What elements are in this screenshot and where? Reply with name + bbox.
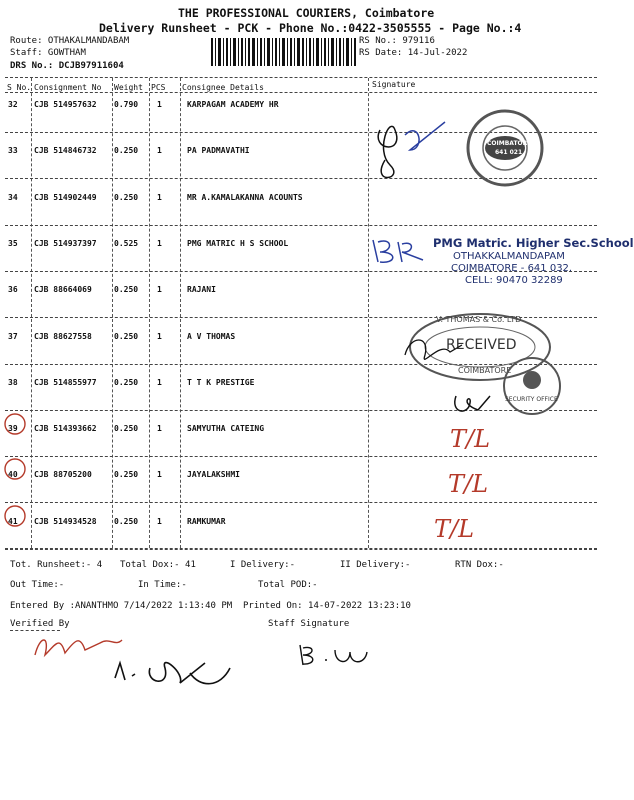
handwritten-tl-row-41: T/L bbox=[434, 515, 475, 543]
row-consignee: PMG MATRIC H S SCHOOL bbox=[187, 239, 289, 248]
col-divider bbox=[149, 78, 150, 548]
col-divider bbox=[180, 78, 181, 548]
row-sno: 35 bbox=[8, 239, 18, 248]
staff: Staff: GOWTHAM bbox=[10, 48, 86, 58]
row-consignment-no: CJB 514937397 bbox=[34, 239, 97, 248]
row-consignee: T T K PRESTIGE bbox=[187, 378, 255, 387]
row-sno: 32 bbox=[8, 100, 18, 109]
row-pcs: 1 bbox=[157, 239, 162, 248]
col-header-consignment: Consignment No bbox=[34, 83, 102, 92]
row-consignee: RAJANI bbox=[187, 285, 216, 294]
drs-no: DRS No.: DCJB97911604 bbox=[10, 61, 124, 71]
thomas-stamp-received: RECEIVED bbox=[446, 337, 517, 353]
row-sno: 41 bbox=[8, 517, 18, 526]
row-consignment-no: CJB 88627558 bbox=[34, 332, 92, 341]
col-divider bbox=[31, 78, 32, 548]
row-pcs: 1 bbox=[157, 285, 162, 294]
row-separator bbox=[5, 549, 597, 550]
seal-number: 641 021 bbox=[495, 149, 523, 156]
total-dox: Total Dox:- 41 bbox=[120, 560, 196, 570]
staff-signature-label: Staff Signature bbox=[268, 619, 350, 629]
security-office-seal bbox=[502, 356, 562, 416]
row-pcs: 1 bbox=[157, 517, 162, 526]
row-sno: 39 bbox=[8, 424, 18, 433]
table-header-rule bbox=[5, 92, 597, 93]
rs-date: RS Date: 14-Jul-2022 bbox=[359, 48, 468, 58]
row-sno: 40 bbox=[8, 470, 18, 479]
signature-row-35 bbox=[368, 232, 438, 272]
rs-no: RS No.: 979116 bbox=[359, 36, 435, 46]
row-weight: 0.790 bbox=[114, 100, 139, 109]
col-divider bbox=[112, 78, 113, 548]
row-weight: 0.250 bbox=[114, 193, 139, 202]
thomas-stamp-name: V. THOMAS & Co. LTD bbox=[436, 315, 522, 324]
runsheet-subtitle: Delivery Runsheet - PCK - Phone No.:0422-3505555 - Page No.:4 bbox=[99, 21, 522, 35]
coimbatore-seal bbox=[465, 108, 545, 188]
col-header-consignee: Consignee Details bbox=[182, 83, 264, 92]
row-weight: 0.525 bbox=[114, 239, 139, 248]
row-weight: 0.250 bbox=[114, 470, 139, 479]
security-seal-text: SECURITY OFFICE bbox=[505, 396, 558, 403]
row-consignee: A V THOMAS bbox=[187, 332, 236, 341]
row-consignment-no: CJB 88705200 bbox=[34, 470, 92, 479]
thomas-stamp-city: COIMBATORE bbox=[458, 366, 512, 375]
red-circle-marks bbox=[2, 410, 28, 530]
row-pcs: 1 bbox=[157, 146, 162, 155]
tot-runsheet: Tot. Runsheet:- 4 bbox=[10, 560, 103, 570]
i-delivery: I Delivery:- bbox=[230, 560, 296, 570]
row-sno: 33 bbox=[8, 146, 18, 155]
verified-by: Verified By bbox=[10, 619, 70, 629]
entered-by: Entered By :ANANTHMO 7/14/2022 1:13:40 PM bbox=[10, 601, 233, 611]
row-pcs: 1 bbox=[157, 332, 162, 341]
row-consignee: SAMYUTHA CATEING bbox=[187, 424, 265, 433]
total-pod: Total POD:- bbox=[258, 580, 318, 590]
row-consignee: KARPAGAM ACADEMY HR bbox=[187, 100, 279, 109]
b-signature bbox=[295, 640, 385, 670]
row-separator bbox=[5, 456, 597, 457]
col-header-weight: Weight bbox=[114, 83, 143, 92]
table-bottom-rule bbox=[5, 548, 597, 549]
row-consignment-no: CJB 514957632 bbox=[34, 100, 97, 109]
pmg-stamp-city: COIMBATORE - 641 032. bbox=[451, 263, 573, 274]
row-consignment-no: CJB 88664069 bbox=[34, 285, 92, 294]
row-consignment-no: CJB 514902449 bbox=[34, 193, 97, 202]
row-pcs: 1 bbox=[157, 378, 162, 387]
route: Route: OTHAKALMANDABAM bbox=[10, 36, 130, 46]
row-consignee: PA PADMAVATHI bbox=[187, 146, 250, 155]
col-header-pcs: PCS bbox=[151, 83, 166, 92]
in-time: In Time:- bbox=[138, 580, 187, 590]
signature-row-37 bbox=[400, 330, 470, 370]
row-weight: 0.250 bbox=[114, 285, 139, 294]
row-weight: 0.250 bbox=[114, 517, 139, 526]
row-pcs: 1 bbox=[157, 100, 162, 109]
row-pcs: 1 bbox=[157, 193, 162, 202]
rtn-dox: RTN Dox:- bbox=[455, 560, 504, 570]
row-consignee: RAMKUMAR bbox=[187, 517, 226, 526]
printed-on: Printed On: 14-07-2022 13:23:10 bbox=[243, 601, 411, 611]
barcode bbox=[211, 38, 356, 66]
row-consignment-no: CJB 514934528 bbox=[34, 517, 97, 526]
seal-city: COIMBATORE bbox=[487, 140, 532, 147]
row-sno: 34 bbox=[8, 193, 18, 202]
row-weight: 0.250 bbox=[114, 378, 139, 387]
company-title: THE PROFESSIONAL COURIERS, Coimbatore bbox=[178, 6, 435, 20]
handwritten-tl-row-39: T/L bbox=[450, 425, 491, 453]
signature-row-32 bbox=[365, 110, 465, 190]
row-consignment-no: CJB 514393662 bbox=[34, 424, 97, 433]
ii-delivery: II Delivery:- bbox=[340, 560, 411, 570]
row-separator bbox=[5, 225, 597, 226]
col-header-signature: Signature bbox=[372, 80, 416, 89]
row-sno: 37 bbox=[8, 332, 18, 341]
row-weight: 0.250 bbox=[114, 332, 139, 341]
row-consignee: MR A.KAMALAKANNA ACOUNTS bbox=[187, 193, 303, 202]
row-pcs: 1 bbox=[157, 470, 162, 479]
signature-row-38 bbox=[448, 388, 498, 418]
out-time: Out Time:- bbox=[10, 580, 65, 590]
row-consignment-no: CJB 514846732 bbox=[34, 146, 97, 155]
table-top-rule bbox=[5, 77, 597, 78]
handwritten-tl-row-40: T/L bbox=[448, 470, 489, 498]
row-pcs: 1 bbox=[157, 424, 162, 433]
row-weight: 0.250 bbox=[114, 424, 139, 433]
row-consignee: JAYALAKSHMI bbox=[187, 470, 240, 479]
row-consignment-no: CJB 514855977 bbox=[34, 378, 97, 387]
pmg-stamp-place: OTHAKKALMANDAPAM bbox=[453, 251, 565, 262]
row-weight: 0.250 bbox=[114, 146, 139, 155]
pmg-stamp-cell: CELL: 90470 32289 bbox=[465, 275, 563, 286]
row-sno: 36 bbox=[8, 285, 18, 294]
row-separator bbox=[5, 502, 597, 503]
staff-signature bbox=[110, 648, 240, 693]
pmg-stamp-school: PMG Matric. Higher Sec.School bbox=[433, 236, 634, 250]
col-header-sno: S No. bbox=[7, 83, 32, 92]
row-sno: 38 bbox=[8, 378, 18, 387]
